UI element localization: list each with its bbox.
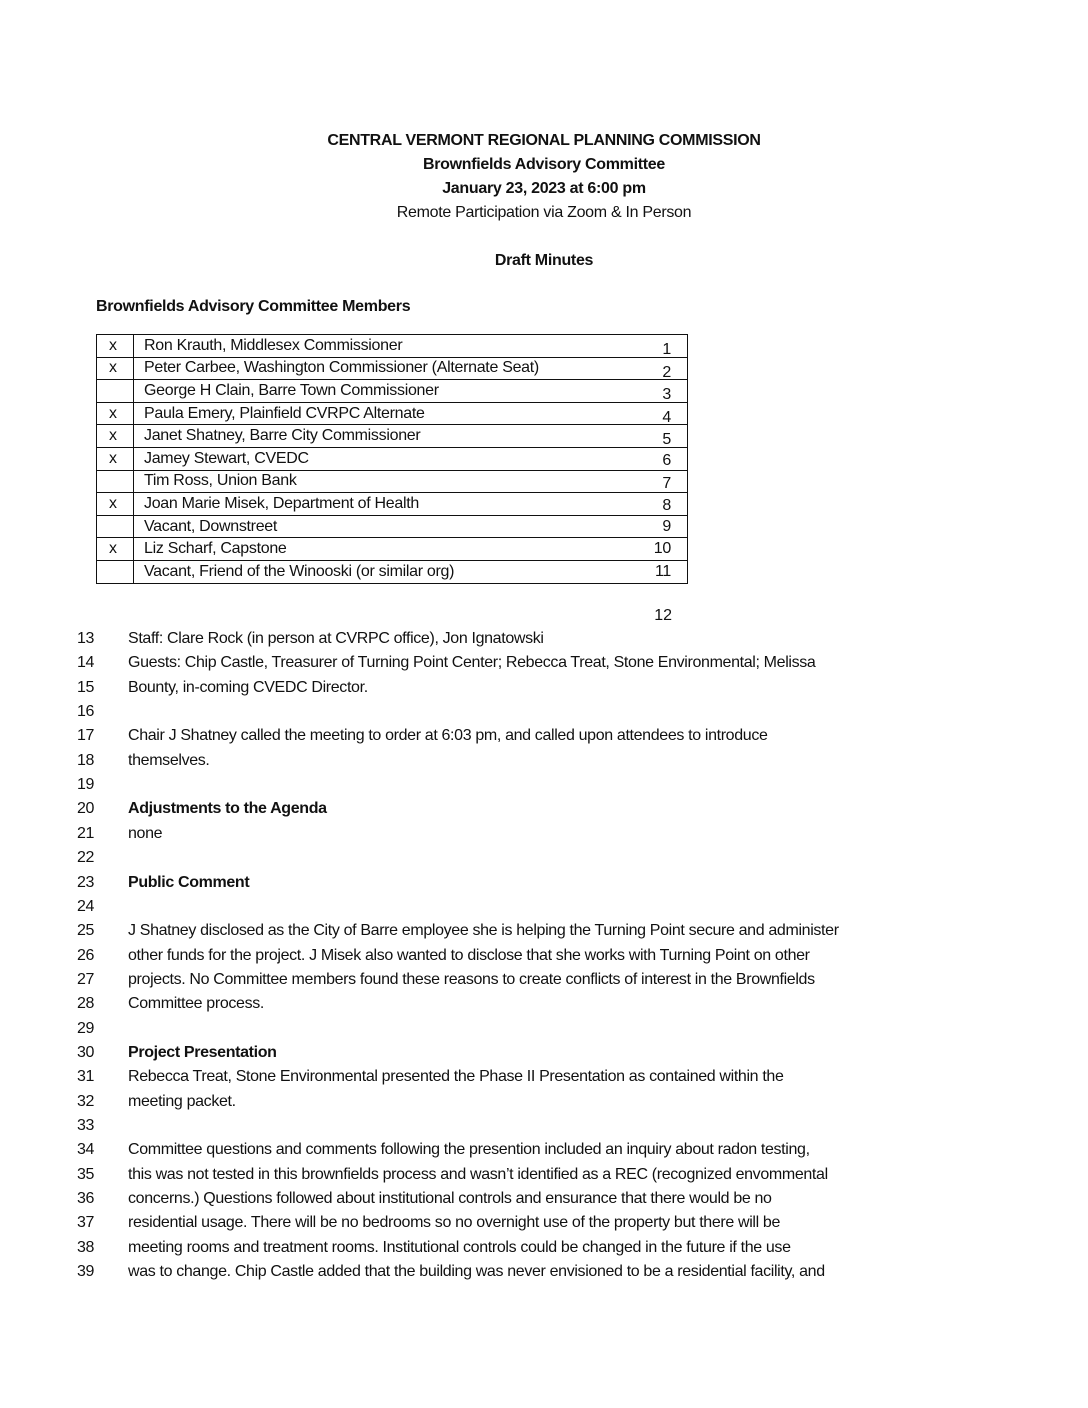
line-number: 2 xyxy=(662,363,671,381)
line-number: 37 xyxy=(77,1214,95,1232)
attendance-mark xyxy=(97,515,134,538)
line-text: concerns.) Questions followed about institutional controls and ensurance that there would be no xyxy=(128,1190,772,1208)
member-name-cell xyxy=(134,493,688,516)
attendance-mark: x xyxy=(97,357,134,380)
line-number: 34 xyxy=(77,1141,95,1159)
line-text: Committee process. xyxy=(128,995,264,1013)
member-name-cell xyxy=(134,515,688,538)
members-table xyxy=(96,334,688,584)
line-number: 3 xyxy=(662,386,671,404)
line-text: this was not tested in this brownfields process and wasn’t identified as a REC (recognized envommental xyxy=(128,1165,828,1183)
line-number: 25 xyxy=(77,922,95,940)
member-name-cell xyxy=(134,402,688,425)
line-text: meeting packet. xyxy=(128,1092,236,1110)
line-number: 11 xyxy=(654,562,671,580)
members-heading: Brownfields Advisory Committee Members xyxy=(96,298,411,315)
attendance-mark xyxy=(97,470,134,493)
line-text: themselves. xyxy=(128,751,210,769)
member-name: Peter Carbee, Washington Commissioner (Alternate Seat) xyxy=(144,359,539,377)
member-row xyxy=(97,425,688,448)
line-number: 28 xyxy=(77,995,95,1013)
member-row xyxy=(97,470,688,493)
member-name: George H Clain, Barre Town Commissioner xyxy=(144,381,439,399)
member-name: Jamey Stewart, CVEDC xyxy=(144,449,309,467)
member-name: Janet Shatney, Barre City Commissioner xyxy=(144,427,421,445)
line-text: projects. No Committee members found these reasons to create conflicts of interest in the Brownfields xyxy=(128,970,815,988)
attendance-mark xyxy=(97,380,134,403)
member-name: Joan Marie Misek, Department of Health xyxy=(144,494,419,512)
member-row xyxy=(97,560,688,583)
member-row xyxy=(97,402,688,425)
member-row xyxy=(97,357,688,380)
member-row xyxy=(97,335,688,358)
meeting-location: Remote Participation via Zoom & In Person xyxy=(396,204,692,221)
member-name-cell xyxy=(134,357,688,380)
line-number: 1 xyxy=(662,341,671,358)
member-row xyxy=(97,380,688,403)
line-number: 39 xyxy=(77,1263,95,1281)
member-row xyxy=(97,447,688,470)
line-number: 20 xyxy=(77,800,95,818)
line-number: 18 xyxy=(77,751,95,769)
line-number: 10 xyxy=(653,540,671,558)
line-number: 30 xyxy=(77,1043,95,1061)
line-number: 27 xyxy=(77,970,95,988)
member-name: Liz Scharf, Capstone xyxy=(144,540,287,558)
line-number: 8 xyxy=(662,497,671,515)
line-text: other funds for the project. J Misek also wanted to disclose that she works with Turning Point on other xyxy=(128,946,810,964)
section-heading: Adjustments to the Agenda xyxy=(128,800,327,818)
attendance-mark: x xyxy=(97,402,134,425)
line-number: 16 xyxy=(77,703,95,721)
line-number: 4 xyxy=(662,408,671,426)
line-number: 13 xyxy=(77,630,95,647)
line-number: 5 xyxy=(662,431,671,449)
line-number: 29 xyxy=(77,1019,95,1037)
member-name-cell xyxy=(134,380,688,403)
line-number: 33 xyxy=(77,1117,95,1134)
member-name: Paula Emery, Plainfield CVRPC Alternate xyxy=(144,404,425,422)
line-number: 35 xyxy=(77,1165,95,1183)
member-name: Vacant, Friend of the Winooski (or similar org) xyxy=(144,562,455,580)
member-name: Ron Krauth, Middlesex Commissioner xyxy=(144,336,403,354)
line-number: 9 xyxy=(662,517,671,535)
member-name: Vacant, Downstreet xyxy=(144,517,278,535)
attendance-mark: x xyxy=(97,447,134,470)
line-text: Chair J Shatney called the meeting to order at 6:03 pm, and called upon attendees to introduce xyxy=(128,727,768,745)
section-heading: Project Presentation xyxy=(128,1043,277,1061)
attendance-mark: x xyxy=(97,335,134,358)
line-number: 31 xyxy=(77,1068,95,1086)
line-number: 22 xyxy=(77,849,95,867)
line-number: 17 xyxy=(77,727,95,745)
member-name: Tim Ross, Union Bank xyxy=(144,472,297,490)
line-text: Staff: Clare Rock (in person at CVRPC office), Jon Ignatowski xyxy=(128,630,544,647)
committee-title: Brownfields Advisory Committee xyxy=(422,156,665,173)
section-heading: Public Comment xyxy=(128,873,250,891)
line-number: 23 xyxy=(77,873,95,891)
document-type: Draft Minutes xyxy=(494,252,594,269)
attendance-mark: x xyxy=(97,493,134,516)
attendance-mark: x xyxy=(97,538,134,561)
attendance-mark: x xyxy=(97,425,134,448)
member-name-cell xyxy=(134,470,688,493)
line-number: 19 xyxy=(77,776,95,794)
attendance-mark xyxy=(97,560,134,583)
line-text: was to change. Chip Castle added that the building was never envisioned to be a residential facility, and xyxy=(128,1263,825,1281)
line-text: Committee questions and comments following the presention included an inquiry about radon testing, xyxy=(128,1141,810,1159)
member-row xyxy=(97,515,688,538)
line-text: meeting rooms and treatment rooms. Institutional controls could be changed in the future if the use xyxy=(128,1238,791,1256)
member-name-cell xyxy=(134,447,688,470)
member-row xyxy=(97,538,688,561)
line-text: Guests: Chip Castle, Treasurer of Turning Point Center; Rebecca Treat, Stone Environmental; Melissa xyxy=(128,654,816,672)
line-text: J Shatney disclosed as the City of Barre employee she is helping the Turning Point secure and administer xyxy=(128,922,839,940)
line-number: 24 xyxy=(77,897,95,915)
meeting-date: January 23, 2023 at 6:00 pm xyxy=(442,180,646,197)
line-number: 32 xyxy=(77,1092,95,1110)
member-name-cell xyxy=(134,335,688,358)
line-number: 15 xyxy=(77,678,95,696)
line-number: 6 xyxy=(662,451,671,469)
line-number: 36 xyxy=(77,1190,95,1208)
org-title: CENTRAL VERMONT REGIONAL PLANNING COMMISSION xyxy=(327,132,761,149)
line-text: Rebecca Treat, Stone Environmental presented the Phase II Presentation as contained within the xyxy=(128,1068,784,1086)
line-number: 7 xyxy=(662,474,671,492)
line-number: 12 xyxy=(654,607,672,624)
line-text: Bounty, in-coming CVEDC Director. xyxy=(128,678,368,696)
line-text: none xyxy=(128,824,163,842)
member-row xyxy=(97,493,688,516)
line-number: 21 xyxy=(77,824,95,842)
line-number: 26 xyxy=(77,946,95,964)
line-number: 38 xyxy=(77,1238,95,1256)
member-name-cell xyxy=(134,425,688,448)
line-number: 14 xyxy=(77,654,95,672)
member-name-cell xyxy=(134,560,688,583)
line-text: residential usage. There will be no bedrooms so no overnight use of the property but there will be xyxy=(128,1214,781,1232)
member-name-cell xyxy=(134,538,688,561)
